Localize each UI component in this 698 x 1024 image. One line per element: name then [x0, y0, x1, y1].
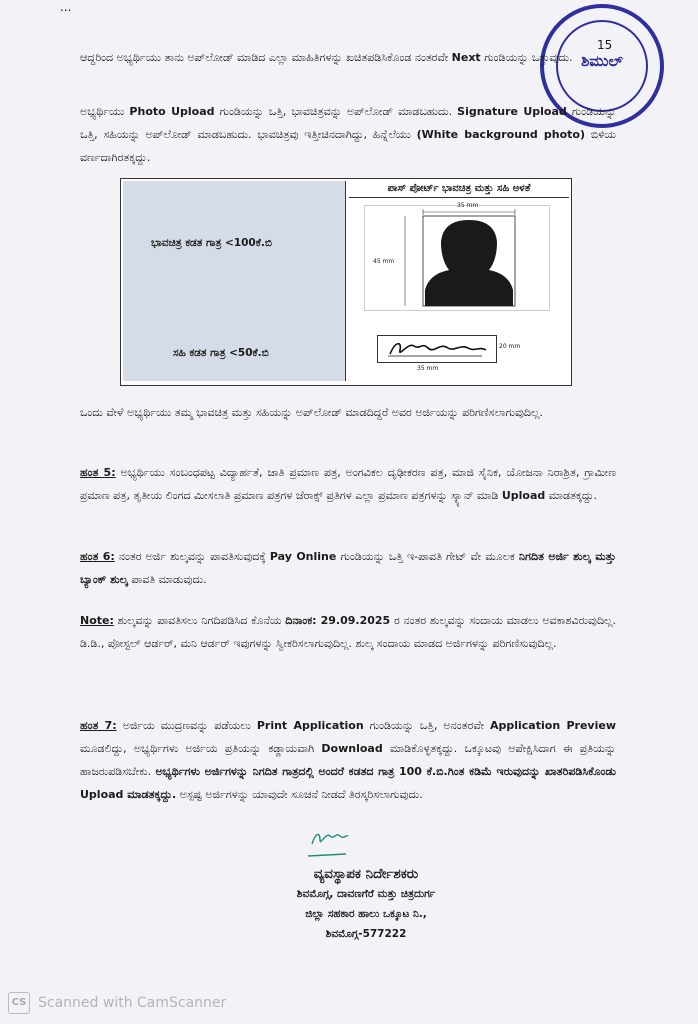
paragraph-next: [80, 46, 616, 69]
white-background-keyword: (White background photo): [416, 128, 586, 141]
signature-upload-keyword: Signature Upload: [457, 105, 567, 118]
paragraph-warning: ಒಂದು ವೇಳೆ ಅಭ್ಯರ್ಥಿಯು ತಮ್ಮ ಭಾವಚಿತ್ರ ಮತ್ತು ಸಹಿಯನ್ನು ಅಪ್‌ಲೋಡ್ ಮಾಡದಿದ್ದರೆ ಅವರ ಅರ್ಜಿಯನ್ನು ಪರಿಗಣಿಸಲಾಗುವುದಿಲ್ಲ.: [80, 406, 543, 419]
signature-scribble-icon: [378, 336, 496, 362]
para1-tail: ಗುಂಡಿಯನ್ನು ಒತ್ತುವುದು.: [480, 51, 573, 64]
signature-block: [246, 864, 486, 944]
para2-c: ಗುಂಡಿಯನ್ನು ಒತ್ತಿ, ಸಹಿಯನ್ನು ಅಪ್‌ಲೋಡ್ ಮಾಡಬಹುದು. ಭಾವಚಿತ್ರವು ಇತ್ತೀಚಿನದಾಗಿದ್ದು, ಹಿನ್ನೆಲೆಯು: [80, 105, 616, 141]
seal-text: ಶಿಮುಲ್: [581, 52, 623, 70]
pay-online-keyword: Pay Online: [269, 550, 337, 563]
paragraph-upload: [80, 100, 616, 169]
step6-c: ಪಾವತಿ ಮಾಡುವುದು.: [127, 573, 207, 586]
dimensions-cell: [349, 181, 569, 381]
step5-tail: ಮಾಡತಕ್ಕದ್ದು.: [545, 489, 598, 502]
page-number: 15: [597, 38, 613, 52]
step7-a: ಅರ್ಜಿಯ ಮುದ್ರಣವನ್ನು ಪಡೆಯಲು: [116, 719, 257, 732]
step7-e: ಅಸ್ಪಷ್ಟ ಅರ್ಜಿಗಳನ್ನು ಯಾವುದೇ ಸೂಚನೆ ನೀಡದೆ ತಿರಸ್ಕರಿಸಲಾಗುವುದು.: [176, 788, 423, 801]
last-date: ದಿನಾಂಕ: 29.09.2025: [285, 614, 391, 627]
print-application-keyword: Print Application: [256, 719, 364, 732]
step5-label: ಹಂತ 5:: [80, 466, 116, 479]
step5-text: ಅಭ್ಯರ್ಥಿಯು ಸಂಬಂಧಪಟ್ಟ ವಿದ್ಯಾರ್ಹತೆ, ಜಾತಿ ಪ್ರಮಾಣ ಪತ್ರ, ಅಂಗವಿಕಲ ದೃಢೀಕರಣ ಪತ್ರ, ಮಾಜಿ ಸೈನಿಕ, ಯೋಜನಾ ನಿರಾಶ್ರಿತ, ಗ್ರಾಮೀಣ ಪ್ರಮಾಣ ಪತ್ರ, ತೃತೀಯ ಲಿಂಗದ ಮೀಸಲಾತಿ ಪ್ರಮಾಣ ಪತ್ರಗಳ ಜೆರಾಕ್ಸ್ ಪ್ರತಿಗಳ ಎಲ್ಲಾ ಪ್ರಮಾಣ ಪತ್ರಗಳನ್ನು ಸ್ಕ್ಯಾನ್ ಮಾಡಿ: [80, 466, 616, 502]
step6-b: ಗುಂಡಿಯನ್ನು ಒತ್ತಿ ಇ-ಪಾವತಿ ಗೇಟ್ ವೇ ಮೂಲಕ: [336, 550, 519, 563]
step7-b: ಗುಂಡಿಯನ್ನು ಒತ್ತಿ, ಅನಂತರವೇ: [363, 719, 490, 732]
step-5: [80, 461, 616, 507]
dimensions-header: ಪಾಸ್ ಪೋರ್ಟ್ ಭಾವಚಿತ್ರ ಮತ್ತು ಸಹಿ ಅಳತೆ: [349, 181, 569, 198]
photo-size-limit: ಭಾವಚಿತ್ರ ಕಡತ ಗಾತ್ರ <100ಕೆ.ಬಿ: [151, 237, 272, 249]
designation: ವ್ಯವಸ್ಥಾಪಕ ನಿರ್ದೇಶಕರು: [313, 866, 419, 882]
office-line-3: ಶಿವಮೊಗ್ಗ-577222: [325, 928, 407, 940]
step7-bold-sentence: ಅಭ್ಯರ್ಥಿಗಳು ಅರ್ಜಿಗಳನ್ನು ನಿಗದಿತ ಗಾತ್ರದಲ್ಲಿ ಅಂದರೆ ಕಡತದ ಗಾತ್ರ 100 ಕೆ.ಬಿ.ಗಿಂತ ಕಡಿಮೆ ಇರುವುದನ್ನು ಖಾತರಿಪಡಿಸಿಕೊಂಡು Upload ಮಾಡತಕ್ಕದ್ದು.: [80, 765, 616, 801]
step7-d: ಮಾಡಿಕೊಳ್ಳತಕ್ಕದ್ದು. ಒಕ್ಕೂಟವು ಅಪೇಕ್ಷಿಸಿದಾಗ ಈ ಪ್ರತಿಯನ್ನು ಹಾಜರುಪಡಿಸಬೇಕು.: [80, 742, 616, 778]
para1-text: ಆದ್ದರಿಂದ ಅಭ್ಯರ್ಥಿಯು ತಾನು ಅಪ್‌ಲೋಡ್ ಮಾಡಿದ ಎಲ್ಲಾ ಮಾಹಿತಿಗಳನ್ನು ಖಚಿತಪಡಿಸಿಕೊಂಡ ನಂತರವೇ: [80, 51, 449, 64]
photo-height-dim: 45 mm: [373, 258, 395, 265]
office-line-1: ಶಿವಮೊಗ್ಗ, ದಾವಣಗೆರೆ ಮತ್ತು ಚಿತ್ರದುರ್ಗ: [296, 888, 436, 900]
photo-upload-keyword: Photo Upload: [129, 105, 215, 118]
download-keyword: Download: [321, 742, 383, 755]
note-b: ರ ನಂತರ ಶುಲ್ಕವನ್ನು ಸಂದಾಯ ಮಾಡಲು ಅವಕಾಶವಿರುವುದಿಲ್ಲ. ಡಿ.ಡಿ., ಪೋಸ್ಟಲ್ ಆರ್ಡರ್, ಮನಿ ಆರ್ಡರ್ ಇವುಗಳನ್ನು ಸ್ವೀಕರಿಸಲಾಗುವುದಿಲ್ಲ. ಶುಲ್ಕ ಸಂದಾಯ ಮಾಡದ ಅರ್ಜಿಗಳನ್ನು ಪರಿಗಣಿಸುವುದಿಲ್ಲ.: [80, 614, 616, 650]
para2-b: ಗುಂಡಿಯನ್ನು ಒತ್ತಿ, ಭಾವಚಿತ್ರವನ್ನು ಅಪ್‌ಲೋಡ್ ಮಾಡಬಹುದು.: [214, 105, 458, 118]
cut-off-top-line: ...: [60, 0, 72, 14]
application-preview-keyword: Application Preview: [489, 719, 616, 732]
step-7: [80, 714, 616, 806]
step7-label: ಹಂತ 7:: [80, 719, 117, 732]
next-keyword: Next: [451, 51, 481, 64]
scanner-watermark: Scanned with CamScanner: [38, 995, 227, 1011]
para2-d: ಬಿಳಿಯ ವರ್ಣದಾಗಿರತಕ್ಕದ್ದು.: [80, 128, 616, 164]
step6-label: ಹಂತ 6:: [80, 550, 115, 563]
signature-sample: [377, 335, 497, 363]
sign-width-dim: 35 mm: [417, 365, 439, 372]
step6-a: ನಂತರ ಅರ್ಜಿ ಶುಲ್ಕವನ್ನು ಪಾವತಿಸುವುದಕ್ಕೆ: [114, 550, 270, 563]
fee-bold-text: ನಿಗದಿತ ಅರ್ಜಿ ಶುಲ್ಕ ಮತ್ತು ಬ್ಯಾಂಕ್ ಶುಲ್ಕ: [80, 550, 616, 586]
sign-height-dim: 20 mm: [499, 343, 521, 350]
camscanner-logo-icon: CS: [8, 992, 30, 1014]
photo-width-dim: 35 mm: [457, 202, 479, 209]
note-a: ಶುಲ್ಕವನ್ನು ಪಾವತಿಸಲು ನಿಗದಿಪಡಿಸಿದ ಕೊನೆಯ: [113, 614, 286, 627]
step-6: [80, 545, 616, 591]
passport-photo-sample: [364, 202, 550, 311]
note-paragraph: [80, 609, 616, 655]
handwritten-initials-icon: [306, 826, 352, 860]
note-label: Note:: [80, 614, 114, 627]
photo-size-table: [120, 178, 572, 386]
para2-a: ಅಭ್ಯರ್ಥಿಯು: [80, 105, 130, 118]
size-limits-cell: [123, 181, 346, 381]
sign-size-limit: ಸಹಿ ಕಡತ ಗಾತ್ರ <50ಕೆ.ಬಿ: [173, 347, 269, 359]
office-line-2: ಜಿಲ್ಲಾ ಸಹಕಾರ ಹಾಲು ಒಕ್ಕೂಟ ನಿ.,: [305, 908, 427, 920]
step5-upload-keyword: Upload: [501, 489, 546, 502]
step7-c: ಮೂಡಲಿದ್ದು, ಅಭ್ಯರ್ಥಿಗಳು ಅರ್ಜಿಯ ಪ್ರತಿಯನ್ನು ಕಡ್ಡಾಯವಾಗಿ: [80, 742, 322, 755]
